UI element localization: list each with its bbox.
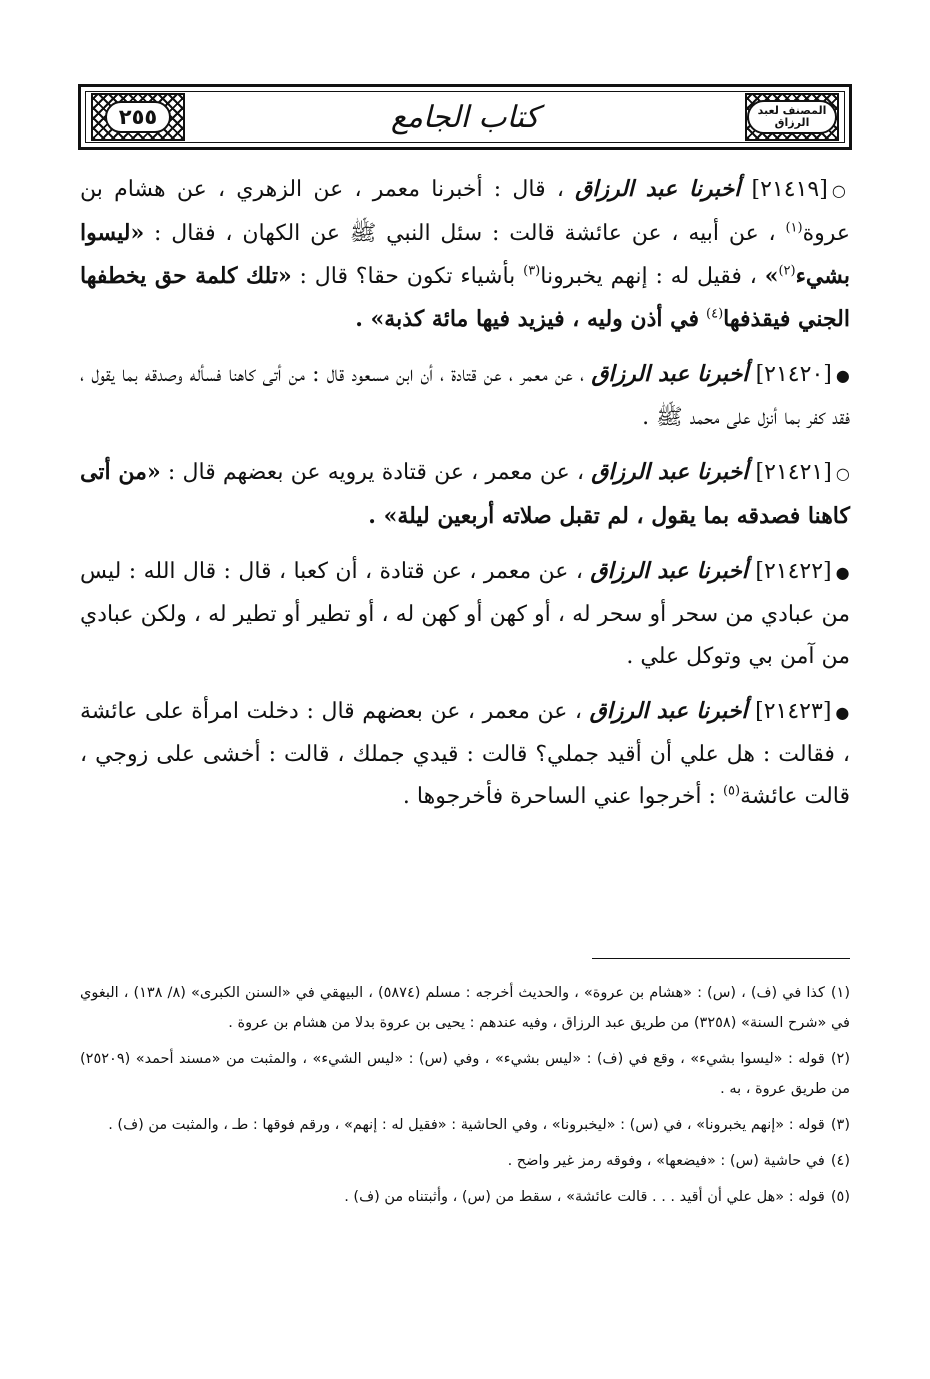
book-title: كتاب الجامع: [390, 99, 540, 135]
footnote-number: (١): [830, 985, 851, 1001]
entry-source: أخبرنا عبد الرزاق: [591, 459, 749, 485]
entry-text: ، عن أبيه ، عن عائشة قالت : سئل النبي ﷺ عن الكهان ، فقال :: [154, 221, 776, 246]
hadith-text: »: [764, 263, 779, 289]
entry-text: بأشياء تكون حقا؟ قال :: [299, 264, 516, 289]
entry-text: : أخرجوا عني الساحرة فأخرجوها .: [402, 784, 716, 809]
entry-number: [٢١٤٢١]: [755, 460, 832, 485]
entry-marker: ○: [831, 181, 850, 200]
footnote-3: [80, 1110, 850, 1140]
hadith-text: في أذن وليه ، فيزيد فيها مائة كذبة» .: [355, 306, 700, 332]
entry-text: ، فقيل له : إنهم يخبرونا: [540, 264, 757, 289]
footnote-ref: (٢): [778, 263, 796, 279]
footnote-separator: [592, 958, 850, 959]
footnote-number: (٢): [830, 1051, 850, 1067]
entry-number: [٢١٤٢٠]: [755, 362, 832, 387]
footnote-ref: (٤): [706, 306, 724, 322]
footnotes: [80, 978, 850, 1218]
hadith-entry-21419: [80, 168, 850, 341]
entry-source: أخبرنا عبد الرزاق: [591, 361, 749, 387]
page-header: [78, 84, 852, 150]
entry-number: [٢١٤٢٢]: [755, 559, 832, 584]
footnote-text: في حاشية (س) : «فيضعها» ، وفوقه رمز غير واضح .: [507, 1153, 825, 1169]
hadith-entry-21423: [80, 690, 850, 818]
entry-marker: ○: [835, 464, 850, 483]
footnote-text: قوله : «ليسوا بشيء» ، وقع في (ف) : «ليس بشيء» ، وفي (س) : «ليس الشيء» ، والمثبت من «مسند أحمد» (٢٥٢٠٩) من طريق عروة ، به .: [80, 1051, 850, 1097]
entry-text: ، عن معمر ، عن قتادة يرويه عن بعضهم قال :: [167, 460, 585, 485]
entry-text: ، قال : أخبرنا معمر ، عن الزهري ، عن هشام بن عروة: [80, 177, 850, 246]
hadith-entry-21420: [80, 353, 850, 439]
book-logo-text: المصنف لعبد الرزاق: [747, 100, 837, 134]
footnote-4: [80, 1146, 850, 1176]
entry-source: أخبرنا عبد الرزاق: [590, 558, 748, 584]
hadith-entry-21421: [80, 451, 850, 538]
page-number: ٢٥٥: [105, 101, 171, 133]
entry-text: ، عن معمر ، عن بعضهم قال : دخلت امرأة على عائشة ، فقالت : هل علي أن أقيد جملي؟ قالت : قيدي جملك ، قالت : أخشى على زوجي ، قالت عائشة: [80, 699, 850, 809]
footnote-number: (٣): [830, 1117, 850, 1133]
main-text: [80, 168, 850, 830]
footnote-ref: (١): [785, 220, 803, 236]
hadith-text: «من أتى كاهنا فصدقه بما يقول ، لم تقبل صلاته أربعين ليلة» .: [80, 459, 850, 529]
footnote-ref: (٥): [722, 783, 741, 799]
entry-number: [٢١٤٢٣]: [755, 699, 832, 724]
footnote-2: [80, 1044, 850, 1104]
book-logo-ornament: [745, 93, 839, 141]
entry-source: أخبرنا عبد الرزاق: [589, 698, 748, 724]
entry-text: ، عن معمر ، عن قتادة ، أن ابن مسعود قال : من أتى كاهنا فسأله وصدقه بما يقول ، فقد كفر بما أنزل على محمد ﷺ .: [80, 362, 850, 430]
entry-number: [٢١٤١٩]: [751, 177, 828, 202]
entry-source: أخبرنا عبد الرزاق: [575, 176, 741, 202]
footnote-5: [80, 1182, 850, 1212]
footnote-number: (٥): [830, 1189, 850, 1205]
footnote-ref: (٣): [523, 263, 541, 279]
footnote-text: قوله : «إنهم يخبرونا» ، في (س) : «ليخبرونا» ، وفي الحاشية : «فقيل له : إنهم» ، ورقم فوقها : طـ ، والمثبت من (ف) .: [108, 1117, 825, 1133]
hadith-entry-21422: [80, 550, 850, 678]
footnote-text: قوله : «هل علي أن أقيد . . . قالت عائشة» ، سقط من (س) ، وأثبتناه من (ف) .: [344, 1189, 825, 1205]
entry-marker: ●: [835, 563, 851, 582]
footnote-1: [80, 978, 850, 1038]
footnote-number: (٤): [830, 1153, 850, 1169]
entry-text: ، عن معمر ، عن قتادة ، أن كعبا ، قال : قال الله : ليس من عبادي من سحر أو سحر له ، أو كهن أو كهن له ، أو تطير أو تطير له ، ولكن عبادي من آمن بي وتوكل علي .: [80, 559, 850, 669]
hadith-text: «ليسوا بشيء: [80, 220, 851, 289]
hadith-text: «تلك كلمة حق يخطفها الجني فيقذفها: [80, 263, 850, 332]
entry-marker: ●: [835, 703, 850, 722]
entry-marker: ●: [835, 366, 850, 385]
footnote-text: كذا في (ف) ، (س) : «هشام بن عروة» ، والحديث أخرجه : مسلم (٥٨٧٤) ، البيهقي في «السنن الكبرى» (٨/ ١٣٨) ، البغوي في «شرح السنة» (٣٢٥٨) من طريق عبد الرزاق ، وفيه عندهم : يحيى بن عروة بدلا من هشام بن عروة .: [80, 985, 850, 1031]
page-number-ornament: [91, 93, 185, 141]
